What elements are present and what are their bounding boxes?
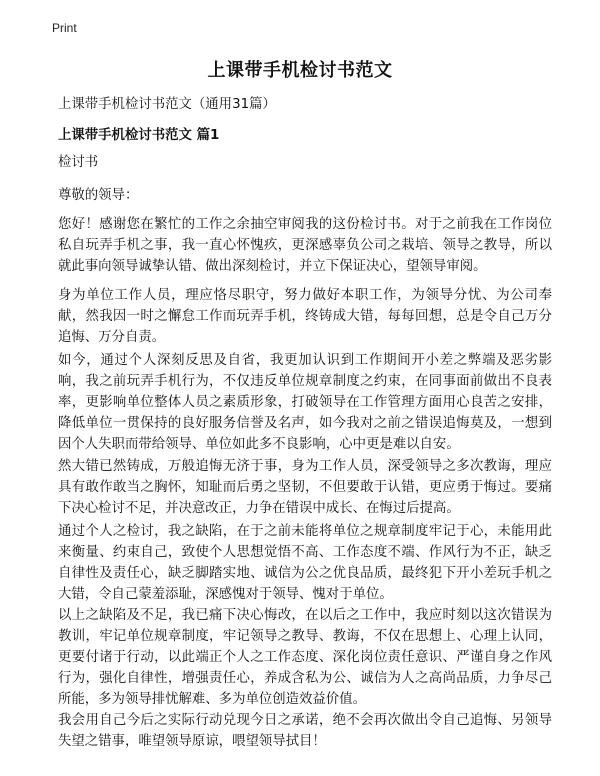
body-paragraph: 如今，通过个人深刻反思及自省，我更加认识到工作期间开小差之弊端及恶劣影响，我之前玩弄手机行为，不仅违反单位规章制度之约束，在同事面前做出不良表率，更影响单位整体人员之素质形象，打破领导在工作管理方面用心良苦之安排，降低单位一贯保持的良好服务信誉及名声，如今我对之前之错误追悔莫及，一想到因个人失职而带给领导、单位如此多不良影响，心中更是难以自安。 xyxy=(58,353,552,452)
section-title: 上课带手机检讨书范文 篇1 xyxy=(58,128,220,143)
document-title: 上课带手机检讨书范文 xyxy=(207,60,393,81)
letter-heading: 检讨书 xyxy=(58,155,99,170)
document-subtitle: 上课带手机检讨书范文（通用31篇） xyxy=(58,97,276,112)
body-paragraph: 我会用自己今后之实际行动兑现今日之承诺，绝不会再次做出令自己追悔、另领导失望之错事，唯望领导原谅，喂望领导拭目！ xyxy=(58,713,552,749)
salutation: 尊敬的领导： xyxy=(58,188,139,203)
body-paragraph: 您好！感谢您在繁忙的工作之余抽空审阅我的这份检讨书。对于之前我在工作岗位私自玩弄手机之事，我一直心怀愧疚，更深感辜负公司之栽培、领导之教导，所以就此事向领导诚挚认错、做出深刻检讨，并立下保证决心，望领导审阅。 xyxy=(58,217,552,274)
body-paragraph: 以上之缺陷及不足，我已痛下决心悔改，在以后之工作中，我应时刻以这次错误为教训，牢记单位规章制度，牢记领导之教导、教诲，不仅在思想上、心理上认同，更要付诸于行动，以此端正个人之工作态度、深化岗位责任意识、严谨自身之作风行为，强化自律性，增强责任心，养成含私为公、诚信为人之高尚品质，力争尽己所能，多为领导排忧解难、多为单位创造效益价值。 xyxy=(58,608,552,707)
body-paragraph: 通过个人之检讨，我之缺陷，在于之前未能将单位之规章制度牢记于心，未能用此来衡量、约束自己，致使个人思想觉悟不高、工作态度不端、作风行为不正，缺乏自律性及责任心，缺乏脚踏实地、诚信为公之优良品质，最终犯下开小差玩手机之大错，令自己蒙羞添耻，深感愧对于领导、愧对于单位。 xyxy=(58,524,552,602)
print-link[interactable]: Print xyxy=(52,21,77,35)
body-paragraph: 身为单位工作人员，理应恪尽职守，努力做好本职工作，为领导分忧、为公司奉献，然我因一时之懈怠工作而玩弄手机，终铸成大错，每每回想，总是令自己万分追悔、万分自责。 xyxy=(58,288,552,345)
body-paragraph: 然大错已然铸成，万般追悔无济于事，身为工作人员，深受领导之多次教诲，理应具有敢作敢当之胸怀，知耻而后勇之坚韧，不但要敢于认错，更应勇于悔过。要痛下决心检讨不足，并决意改正，力争在错误中成长、在悔过后提高。 xyxy=(58,459,552,516)
